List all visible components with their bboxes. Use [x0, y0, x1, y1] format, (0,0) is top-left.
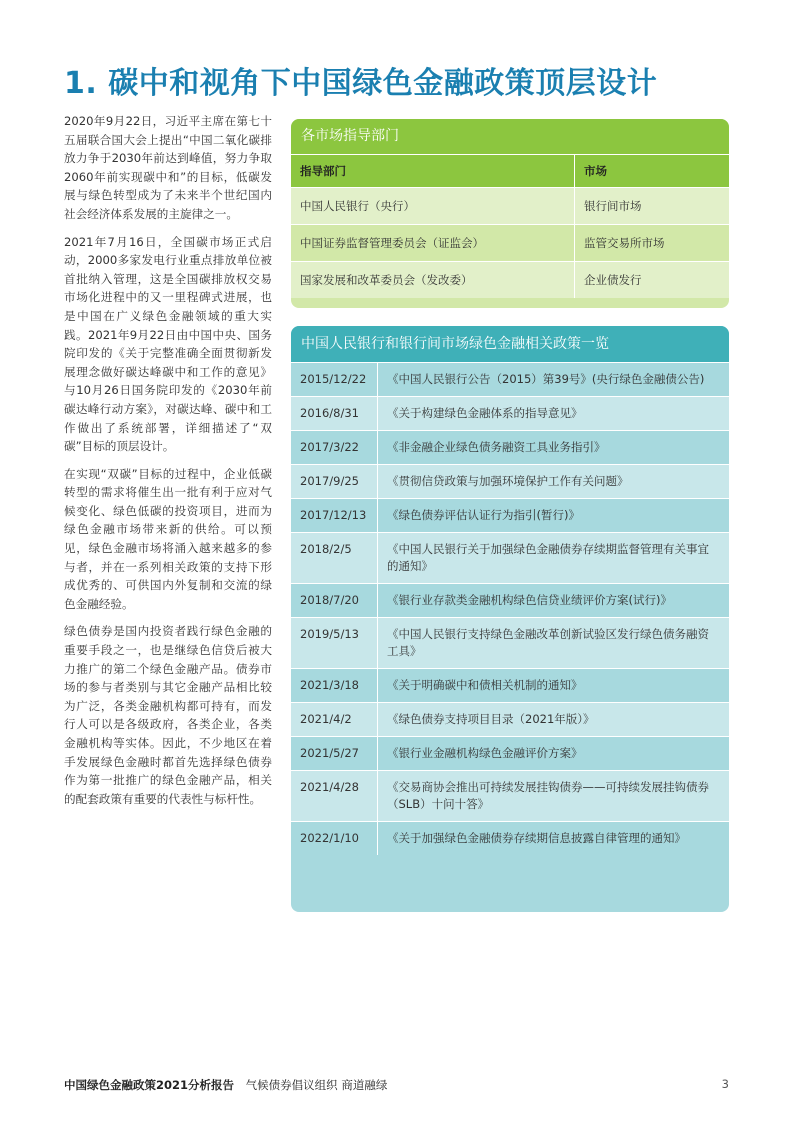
table-cell: 中国证券监督管理委员会（证监会） — [291, 225, 575, 262]
date-cell: 2018/7/20 — [291, 584, 378, 618]
date-cell: 2017/3/22 — [291, 431, 378, 465]
date-cell: 2017/12/13 — [291, 499, 378, 533]
pboc-policy-table — [291, 362, 729, 855]
policy-cell: 《中国人民银行关于加强绿色金融债券存续期监督管理有关事宜的通知》 — [378, 533, 730, 584]
panel-title: 各市场指导部门 — [291, 119, 729, 154]
table-row — [291, 225, 729, 262]
column-header: 指导部门 — [291, 155, 575, 188]
table-cell: 企业债发行 — [575, 262, 730, 299]
policy-cell: 《中国人民银行支持绿色金融改革创新试验区发行绿色债务融资工具》 — [378, 618, 730, 669]
table-cell: 银行间市场 — [575, 188, 730, 225]
date-cell: 2017/9/25 — [291, 465, 378, 499]
table-cell: 中国人民银行（央行） — [291, 188, 575, 225]
table-row — [291, 499, 729, 533]
column-header: 市场 — [575, 155, 730, 188]
date-cell: 2019/5/13 — [291, 618, 378, 669]
table-row — [291, 703, 729, 737]
paragraph: 绿色债券是国内投资者践行绿色金融的重要手段之一，也是继绿色信贷后被大力推广的第二个绿色金融产品。债券市场的参与者类别与其它金融产品相比较为广泛，各类金融机构都可持有，而发行人可以是各级政府，各类企业，各类金融机构等实体。因此，不少地区在着手发展绿色金融时都首先选择绿色债券作为第一批推广的绿色金融产品，相关的配套政策有重要的代表性与标杆性。 — [64, 624, 272, 806]
page-title: 1. 碳中和视角下中国绿色金融政策顶层设计 — [64, 66, 658, 101]
date-cell: 2021/4/28 — [291, 771, 378, 822]
policy-cell: 《关于加强绿色金融债券存续期信息披露自律管理的通知》 — [378, 822, 730, 856]
policy-cell: 《关于明确碳中和债相关机制的通知》 — [378, 669, 730, 703]
table-cell: 国家发展和改革委员会（发改委） — [291, 262, 575, 299]
paragraph: 2020年9月22日，习近平主席在第七十五届联合国大会上提出“中国二氧化碳排放力争于2030年前达到峰值，努力争取2060年前实现碳中和”的目标，低碳发展与绿色转型成为了未来半个世纪国内社会经济体系发展的主旋律之一。 — [64, 114, 272, 221]
table-row — [291, 822, 729, 856]
policy-cell: 《关于构建绿色金融体系的指导意见》 — [378, 397, 730, 431]
market-regulators-table — [291, 154, 729, 298]
footer-orgs: 气候债券倡议组织 商道融绿 — [245, 1078, 388, 1092]
table-cell: 监管交易所市场 — [575, 225, 730, 262]
table-row — [291, 363, 729, 397]
table-row — [291, 669, 729, 703]
table-row — [291, 771, 729, 822]
table-row — [291, 262, 729, 299]
date-cell: 2021/3/18 — [291, 669, 378, 703]
policy-cell: 《绿色债券评估认证行为指引(暂行)》 — [378, 499, 730, 533]
date-cell: 2015/12/22 — [291, 363, 378, 397]
policy-cell: 《银行业金融机构绿色金融评价方案》 — [378, 737, 730, 771]
table-row — [291, 584, 729, 618]
report-name: 中国绿色金融政策2021分析报告 — [64, 1078, 235, 1092]
policy-cell: 《非金融企业绿色债务融资工具业务指引》 — [378, 431, 730, 465]
paragraph: 2021年7月16日，全国碳市场正式启动，2000多家发电行业重点排放单位被首批纳入管理，这是全国碳排放权交易市场化进程中的又一里程碑式进展，也是中国在广义绿色金融领域的重大实践。2021年9月22日由中国中央、国务院印发的《关于完整准确全面贯彻新发展理念做好碳达峰碳中和工作的意见》与10月26日国务院印发的《2030年前碳达峰行动方案》，对碳达峰、碳中和工作做出了系统部署，详细描述了“双碳”目标的顶层设计。 — [64, 234, 272, 454]
table-row — [291, 533, 729, 584]
table-row — [291, 737, 729, 771]
pboc-policy-panel — [291, 326, 729, 912]
page-number: 3 — [721, 1077, 729, 1091]
table-row — [291, 465, 729, 499]
table-row — [291, 397, 729, 431]
date-cell: 2018/2/5 — [291, 533, 378, 584]
table-row — [291, 618, 729, 669]
date-cell: 2016/8/31 — [291, 397, 378, 431]
policy-cell: 《贯彻信贷政策与加强环境保护工作有关问题》 — [378, 465, 730, 499]
policy-cell: 《银行业存款类金融机构绿色信贷业绩评价方案(试行)》 — [378, 584, 730, 618]
date-cell: 2021/5/27 — [291, 737, 378, 771]
policy-cell: 《交易商协会推出可持续发展挂钩债券——可持续发展挂钩债券（SLB）十问十答》 — [378, 771, 730, 822]
policy-cell: 《绿色债券支持项目目录（2021年版）》 — [378, 703, 730, 737]
body-text-column — [64, 112, 272, 817]
date-cell: 2022/1/10 — [291, 822, 378, 856]
policy-cell: 《中国人民银行公告（2015）第39号》(央行绿色金融债公告) — [378, 363, 730, 397]
panel-title: 中国人民银行和银行间市场绿色金融相关政策一览 — [291, 326, 729, 362]
page-footer — [64, 1077, 729, 1093]
paragraph: 在实现“双碳”目标的过程中，企业低碳转型的需求将催生出一批有利于应对气候变化、绿色低碳的投资项目，进而为绿色金融市场带来新的供给。可以预见，绿色金融市场将涌入越来越多的参与者，并在一系列相关政策的支持下形成优秀的、可供国内外复制和交流的绿色金融经验。 — [64, 466, 272, 611]
table-row — [291, 431, 729, 465]
table-row — [291, 188, 729, 225]
market-regulators-panel — [291, 119, 729, 308]
date-cell: 2021/4/2 — [291, 703, 378, 737]
